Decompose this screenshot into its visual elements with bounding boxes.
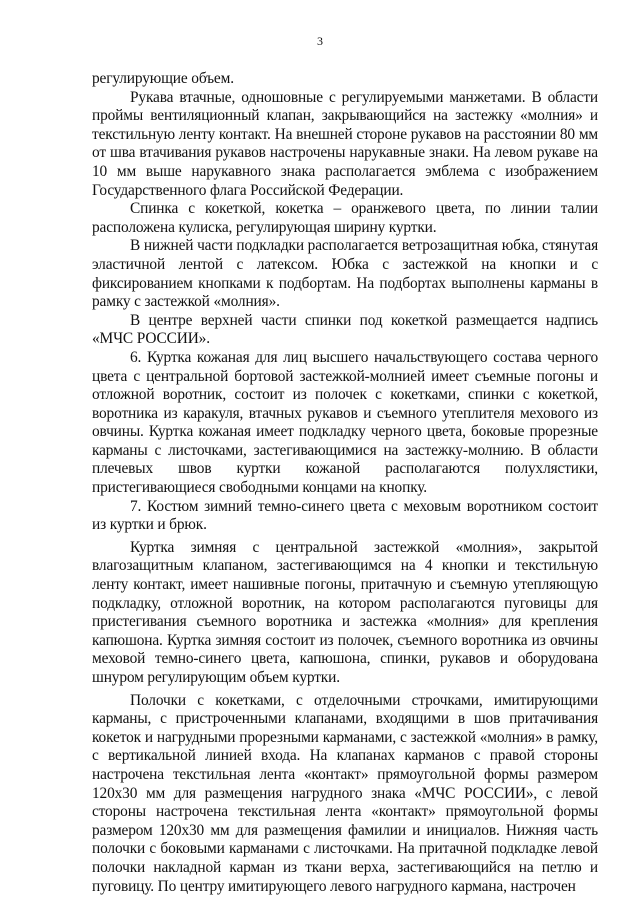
paragraph-2: Рукава втачные, одношовные с регулируемыми манжетами. В области проймы вентиляционный клапан, закрывающийся на застежку «молния» и текстильную ленту контакт. На внешней стороне рукавов на расстоянии 80 мм от шва втачивания рукавов настрочены нарукавные знаки. На левом рукаве на 10 мм выше нарукавного знака располагается эмблема с изображением Государственного флага Российской Федерации. bbox=[92, 88, 598, 199]
paragraph-7: 7. Костюм зимний темно-синего цвета с меховым воротником состоит из куртки и брюк. bbox=[92, 497, 598, 534]
paragraph-9: Полочки с кокетками, с отделочными строчками, имитирующими карманы, с пристроченными клапанами, входящими в шов притачивания кокеток и нагрудными прорезными карманами, с застежкой «молния» в рамку, с вертикальной линией входа. На клапанах карманов с правой стороны настрочена текстильная лента «контакт» прямоугольной формы размером 120х30 мм для размещения нагрудного знака «МЧС РОССИИ», с левой стороны настрочена текстильная лента «контакт» прямоугольной формы размером 120х30 мм для размещения фамилии и инициалов. Нижняя часть полочки с боковыми карманами с листочками. На притачной подкладке левой полочки накладной карман из ткани верха, застегивающийся на петлю и пуговицу. По центру имитирующего левого нагрудного кармана, настрочен bbox=[92, 691, 598, 895]
paragraph-1: регулирующие объем. bbox=[92, 70, 234, 87]
paragraph-3: Спинка с кокеткой, кокетка – оранжевого цвета, по линии талии расположена кулиска, регулирующая ширину куртки. bbox=[92, 200, 598, 236]
paragraph-5: В центре верхней части спинки под кокеткой размещается надпись «МЧС РОССИИ». bbox=[92, 311, 598, 348]
paragraph-8: Куртка зимняя с центральной застежкой «молния», закрытой влагозащитным клапаном, застегивающимся на 4 кнопки и текстильную ленту контакт, имеет нашивные погоны, притачную и съемную утепляющую подкладку, отложной воротник, на котором располагаются пуговицы для пристегивания съемного воротника и застежка «молния» для крепления капюшона. Куртка зимняя состоит из полочек, съемного воротника из овчины меховой темно-синего цвета, капюшона, спинки, рукавов и оборудована шнуром регулирующим объем куртки. bbox=[92, 538, 598, 686]
page-number: 3 bbox=[317, 34, 323, 48]
document-body bbox=[92, 70, 598, 896]
paragraph-6: 6. Куртка кожаная для лиц высшего начальствующего состава черного цвета с центральной бортовой застежкой-молнией имеет съемные погоны и отложной воротник, состоит из полочек с кокетками, спинки с кокеткой, воротника из каракуля, втачных рукавов и съемного утеплителя мехового из овчины. Куртка кожаная имеет подкладку черного цвета, боковые прорезные карманы с листочками, застегивающимися на застежку-молнию. В области плечевых швов куртки кожаной располагаются полухлястики, пристегивающиеся свободными концами на кнопку. bbox=[92, 348, 598, 497]
paragraph-4: В нижней части подкладки располагается ветрозащитная юбка, стянутая эластичной лентой с латексом. Юбка с застежкой на кнопки и с фиксированием кнопками к подбортам. На подбортах выполнены карманы в рамку с застежкой «молния». bbox=[92, 237, 598, 311]
